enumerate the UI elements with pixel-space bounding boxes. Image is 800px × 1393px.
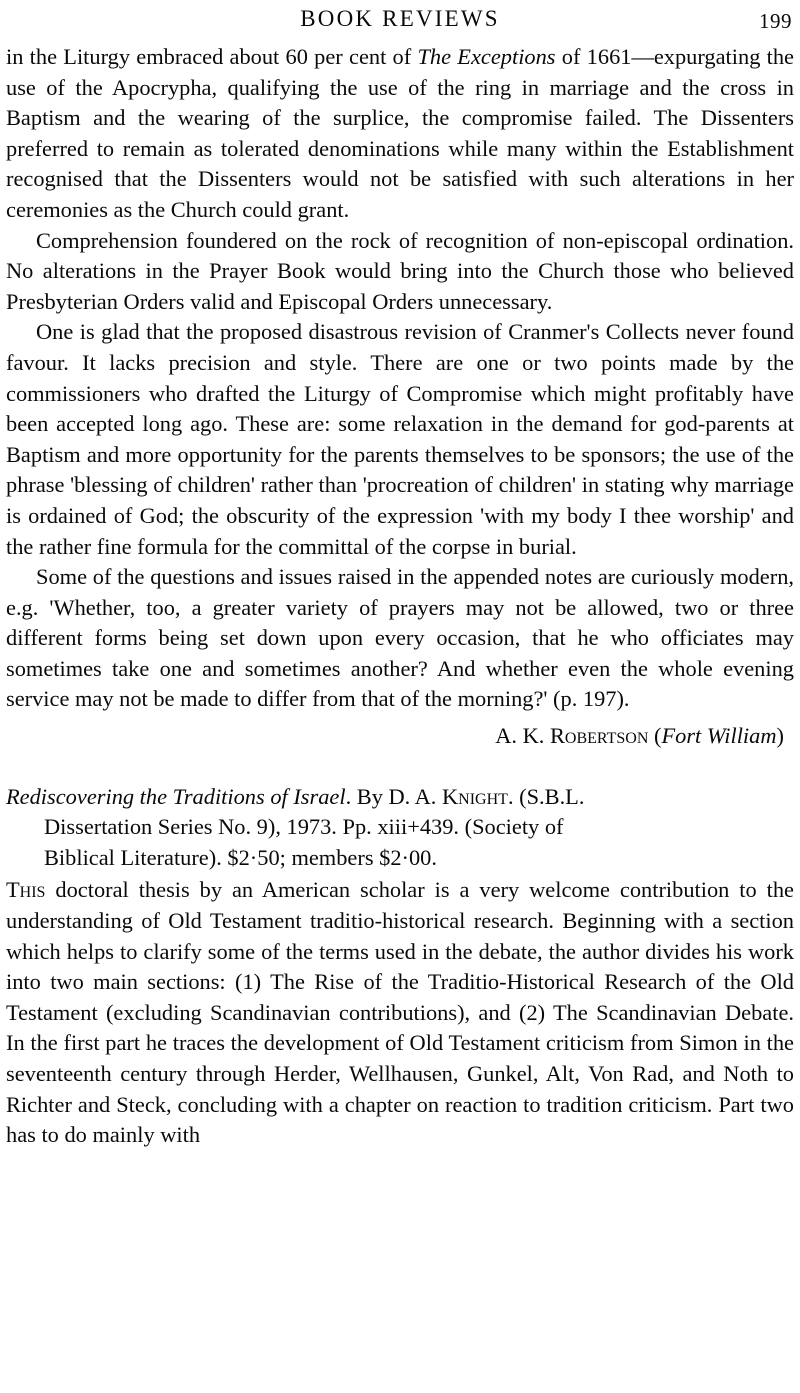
review-paragraph-1: This doctoral thesis by an American scholar is a very welcome contribution to the understanding of Old Testament traditio-historical research. Beginning with a section which helps to clarify some of the terms used in the debate, the author divides his work into two main sections: (1) The Rise of the Traditio-Historical Research of the Old Testament (excluding Scandinavian contributions), and (2) The Scandinavian Debate. In the first part he traces the development of Old Testament criticism from Simon in the seventeenth century through Herder, Wellhausen, Gunkel, Alt, Von Rad, and Noth to Richter and Steck, concluding with a chapter on reaction to tradition criticism. Part two has to do mainly with <box>6 877 794 1148</box>
body-paragraph-1: in the Liturgy embraced about 60 per cent of The Exceptions of 1661—expurgating the use of the Apocrypha, qualifying the use of the ring in marriage and the cross in Baptism and the wearing of the surplice, the compromise failed. The Dissenters preferred to remain as tolerated denominations while many within the Establishment recognised that the Dissenters would not be satisfied with such alterations in her ceremonies as the Church could grant. <box>6 44 794 222</box>
review-heading <box>6 782 794 874</box>
review-signature: A. K. Robertson (Fort William) <box>495 723 784 749</box>
body-paragraph-2: Comprehension foundered on the rock of recognition of non-episcopal ordination. No alterations in the Prayer Book would bring into the Church those who believed Presbyterian Orders valid and Episcopal Orders unnecessary. <box>6 227 794 314</box>
body-paragraph-4: Some of the questions and issues raised in the appended notes are curiously modern, e.g. 'Whether, too, a greater variety of prayers may not be allowed, two or three different forms being set down upon every occasion, that he who officiates may sometimes take one and sometimes another? And whether even the whole evening service may not be made to differ from that of the morning?' (p. 197). <box>6 564 794 712</box>
running-head-title: BOOK REVIEWS <box>300 6 500 31</box>
page-number: 199 <box>759 9 792 33</box>
running-head <box>6 6 794 40</box>
review-heading-line-2: Dissertation Series No. 9), 1973. Pp. xiii+439. (Society of <box>44 814 564 840</box>
body-paragraph-3: One is glad that the proposed disastrous revision of Cranmer's Collects never found favour. It lacks precision and style. There are one or two points made by the commissioners who drafted the Liturgy of Compromise which might profitably have been accepted long ago. These are: some relaxation in the demand for god-parents at Baptism and more opportunity for the parents themselves to be sponsors; the use of the phrase 'blessing of children' rather than 'procreation of children' in stating why marriage is ordained of God; the obscurity of the expression 'with my body I thee worship' and the rather fine formula for the committal of the corpse in burial. <box>6 319 794 559</box>
review-heading-line-1: Rediscovering the Traditions of Israel. By D. A. Knight. (S.B.L. <box>6 783 585 809</box>
review-heading-line-3: Biblical Literature). $2·50; members $2·00. <box>44 844 437 870</box>
text-column <box>6 42 794 1151</box>
review-body <box>6 875 794 1150</box>
document-page <box>0 6 800 1393</box>
